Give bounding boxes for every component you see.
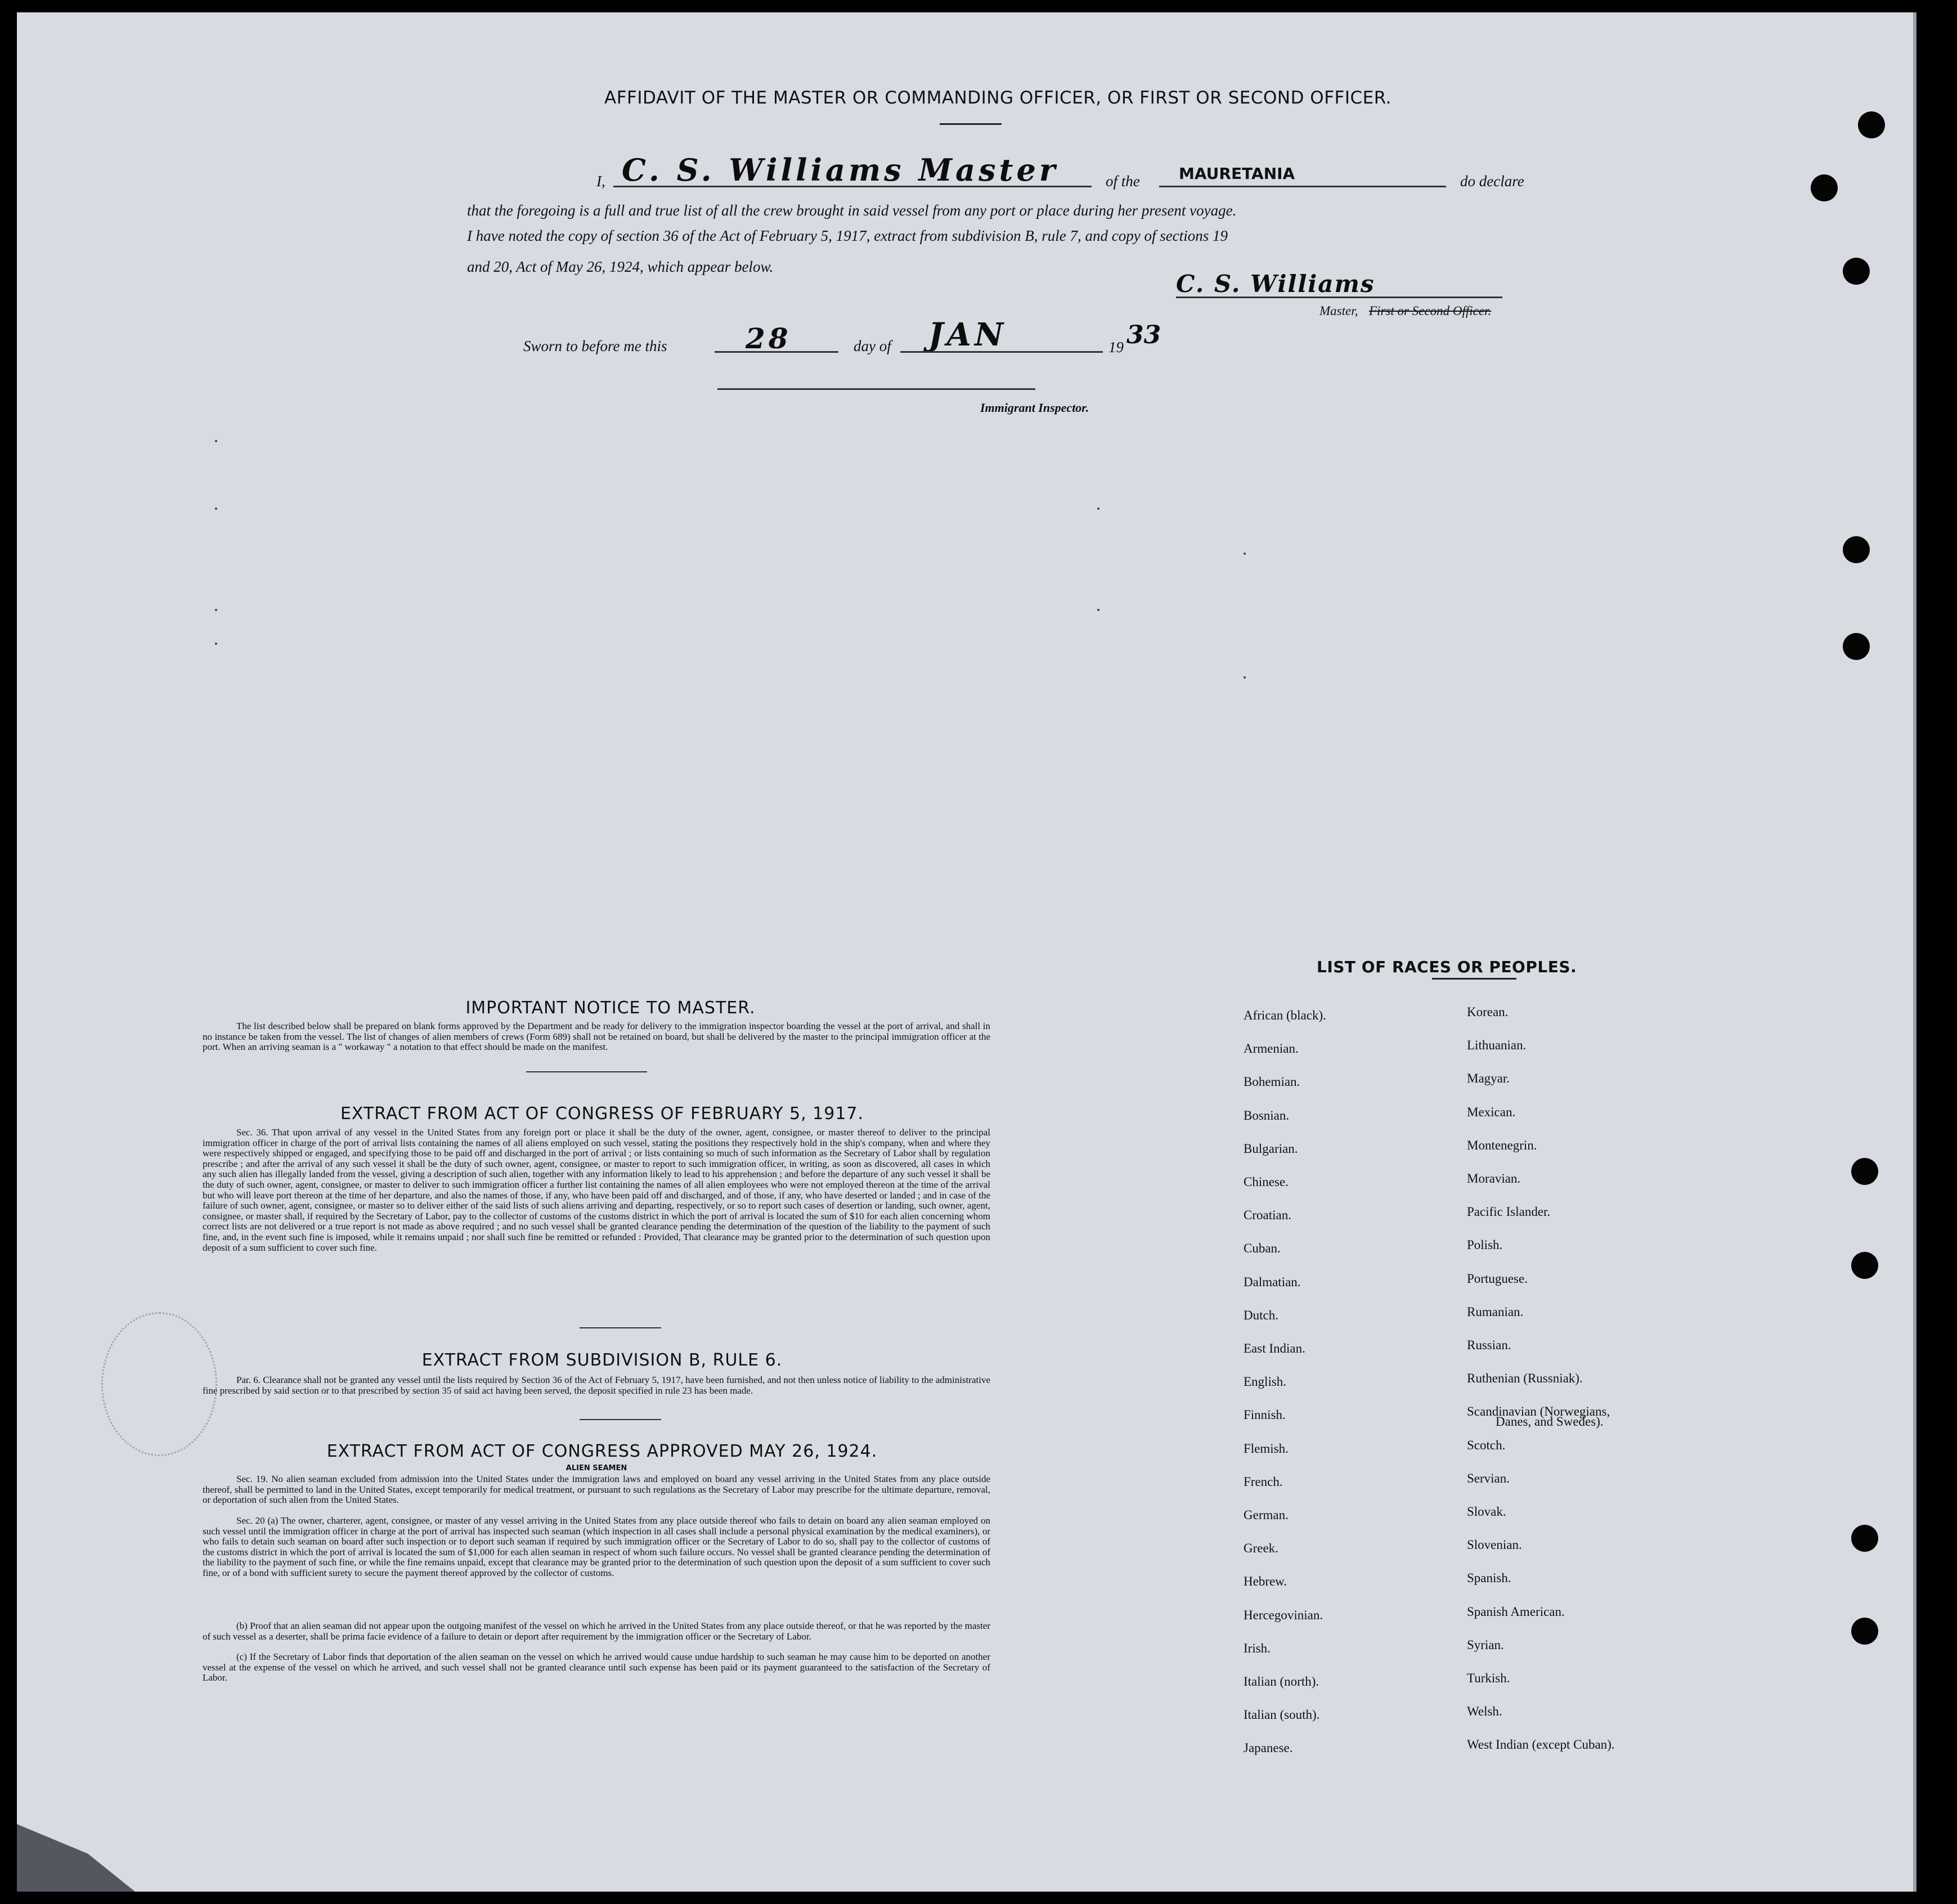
race-item: Dutch. xyxy=(1244,1308,1278,1322)
sec19-body: Sec. 19. No alien seaman excluded from admission into the United States under the immigration laws and employed on board any vessel arriving in the United States from any place outside thereof, shall be permitted to land in the United States, except temporarily for medical treatment, or pursuant to such regulations as the Secretary of Labor may prescribe for the ultimate departure, removal, or deportation of such alien from the United States. xyxy=(203,1474,990,1506)
race-item: English. xyxy=(1244,1375,1287,1389)
race-item: Chinese. xyxy=(1244,1175,1289,1189)
race-item: French. xyxy=(1244,1474,1283,1489)
title-underline xyxy=(940,123,1002,125)
speck xyxy=(215,508,217,510)
signature-line xyxy=(1176,297,1502,298)
race-item: Spanish American. xyxy=(1467,1604,1565,1619)
speck xyxy=(1244,553,1246,555)
race-item: Hercegovinian. xyxy=(1244,1607,1323,1622)
race-item: Irish. xyxy=(1244,1641,1271,1655)
notice-title: IMPORTANT NOTICE TO MASTER. xyxy=(465,998,756,1018)
sworn-day-line xyxy=(715,351,838,353)
officer-label-struck: First or Second Officer. xyxy=(1369,304,1492,318)
sec20a-body: Sec. 20 (a) The owner, charterer, agent, consignee, or master of any vessel arriving in the United States from any place outside thereof who fails to detain on board any alien seaman employed on such vessel until the immigration officer in charge at the port of arrival has inspected such seaman (which inspection in all cases shall include a personal physical examination by the medical examiners), or who fails to detain such seaman on board after such inspection or to deport such seaman if required by such immigration officer or the Secretary of Labor to do so, shall pay to the collector of customs of the customs district in which the port of arrival is located the sum of $1,000 for each alien seaman in respect of whom such failure occurs. No vessel shall be granted clearance pending the determination of the liability to the payment of such fine, or while the fine remains unpaid, except that clearance may be granted prior to the determination of such question upon the deposit of a sum sufficient to cover such fine, or of a bond with sufficient surety to secure the payment thereof approved by the collector of customs. xyxy=(203,1515,990,1578)
race-item: Turkish. xyxy=(1467,1671,1510,1685)
race-item: Italian (north). xyxy=(1244,1674,1319,1689)
divider xyxy=(580,1419,661,1420)
of-the-label: of the xyxy=(1106,173,1140,190)
master-label: Master, xyxy=(1319,304,1358,318)
punch-hole xyxy=(1851,1525,1878,1552)
extract-1924-title: EXTRACT FROM ACT OF CONGRESS APPROVED MAY 26, 1924. xyxy=(326,1442,878,1461)
race-item: Mexican. xyxy=(1467,1104,1516,1119)
race-item: Lithuanian. xyxy=(1467,1038,1527,1053)
affidavit-line-1: that the foregoing is a full and true list of all the crew brought in said vessel from any port or place during her present voyage. xyxy=(467,202,1237,219)
sworn-label: Sworn to before me this xyxy=(523,338,667,354)
year-suffix: 33 xyxy=(1126,321,1161,349)
race-item: Slovak. xyxy=(1467,1505,1506,1519)
race-item: Armenian. xyxy=(1244,1041,1299,1056)
race-item: Bohemian. xyxy=(1244,1075,1300,1089)
document-page xyxy=(17,12,1916,1892)
race-item: Welsh. xyxy=(1467,1704,1502,1719)
vessel-name-line xyxy=(1159,186,1446,187)
race-item: Moravian. xyxy=(1467,1171,1521,1185)
race-item-continuation: Danes, and Swedes). xyxy=(1496,1414,1604,1429)
race-item: Hebrew. xyxy=(1244,1574,1287,1589)
master-name-line xyxy=(613,186,1092,187)
affidavit-line-2: I have noted the copy of section 36 of the Act of February 5, 1917, extract from subdivision B, rule 7, and copy of sections 19 xyxy=(467,227,1228,244)
subdivision-b-body: Par. 6. Clearance shall not be granted any vessel until the lists required by Section 36 of the Act of February 5, 1917, have been furnished, and not then unless notice of liability to the administrative fine prescribed by said section or to that prescribed by section 35 of said act having been served, the deposit specified in rule 23 has been made. xyxy=(203,1375,990,1396)
faded-stamp xyxy=(101,1312,217,1456)
inspector-signature-line xyxy=(717,388,1035,390)
race-item: Croatian. xyxy=(1244,1208,1291,1223)
race-item: Korean. xyxy=(1467,1005,1509,1019)
speck xyxy=(1097,609,1099,611)
i-label: I, xyxy=(596,173,605,190)
race-item: Greek. xyxy=(1244,1541,1278,1556)
sec20b-body: (b) Proof that an alien seaman did not appear upon the outgoing manifest of the vessel on which he arrived in the United States from any place outside thereof, or that he was reported by the master of such vessel as a deserter, shall be prima facie evidence of a failure to detain or deport after requirement by the immigration officer or the Secretary of Labor. xyxy=(203,1620,990,1642)
race-item: Polish. xyxy=(1467,1238,1503,1252)
race-item: East Indian. xyxy=(1244,1341,1305,1355)
races-title: LIST OF RACES OR PEOPLES. xyxy=(1317,958,1577,976)
speck xyxy=(215,643,217,645)
torn-corner xyxy=(17,1807,135,1892)
race-item: Italian (south). xyxy=(1244,1708,1320,1722)
day-of-label: day of xyxy=(854,338,891,354)
race-item: African (black). xyxy=(1244,1008,1326,1022)
race-item: Scandinavian (Norwegians, xyxy=(1467,1404,1610,1419)
punch-hole xyxy=(1858,111,1885,138)
race-item: Scotch. xyxy=(1467,1438,1506,1452)
sec20c-body: (c) If the Secretary of Labor finds that deportation of the alien seaman on the vessel on which he arrived would cause undue hardship to such seaman he may cause him to be deported on another vessel at the expense of the vessel on which he arrived, and such vessel shall not be granted clearance until such expense has been paid or its payment guaranteed to the satisfaction of the Secretary of Labor. xyxy=(203,1651,990,1683)
race-item: Syrian. xyxy=(1467,1637,1504,1652)
race-item: Finnish. xyxy=(1244,1408,1286,1422)
race-item: Japanese. xyxy=(1244,1741,1293,1755)
notice-body: The list described below shall be prepared on blank forms approved by the Department and be ready for delivery to the immigration inspector boarding the vessel at the port of arrival, and shall in no instance be taken from the vessel. The list of changes of alien members of crews (Form 689) shall not be retained on board, but shall be delivered by the master to the principal immigration officer at the port. When an arriving seaman is a " workaway " a notation to that effect should be made on the manifest. xyxy=(203,1021,990,1053)
year-prefix: 19 xyxy=(1108,339,1124,356)
race-item: Russian. xyxy=(1467,1338,1511,1352)
race-item: Portuguese. xyxy=(1467,1271,1528,1286)
punch-hole xyxy=(1843,633,1870,660)
speck xyxy=(215,440,217,442)
alien-seamen-subtitle: ALIEN SEAMEN xyxy=(565,1464,627,1472)
master-signature: C. S. Williams xyxy=(1176,270,1375,298)
speck xyxy=(215,609,217,611)
affidavit-line-3: and 20, Act of May 26, 1924, which appear below. xyxy=(467,258,774,275)
punch-hole xyxy=(1843,258,1870,285)
extract-1917-body: Sec. 36. That upon arrival of any vessel in the United States from any foreign port or place it shall be the duty of the owner, agent, consignee, or master thereof to deliver to the principal immigration officer in charge of the port of arrival lists containing the names of all aliens employed on such vessel, stating the positions they respectively hold in the ship's company, when and where they were respectively shipped or engaged, and specifying those to be paid off and discharged in the port of arrival ; or lists containing so much of such information as the Secretary of Labor shall by regulation prescribe ; and after the arrival of any such vessel it shall be the duty of such owner, agent, consignee, or master to report to such immigration officer, in writing, as soon as discovered, all cases in which any such alien has illegally landed from the vessel, giving a description of such alien, together with any information likely to lead to his apprehension ; and before the departure of any such vessel it shall be the duty of such owner, agent, consignee, or master to deliver to such immigration officer a further list containing the names of all alien employees who were not employed thereon at the time of the arrival but who will leave port thereon at the time of her departure, and also the names of those, if any, who have been paid off and discharged, and of those, if any, who have deserted or landed ; and in case of the failure of such owner, agent, consignee, or master so to deliver either of the said lists of such aliens arriving and departing, respectively, or so to report such cases of desertion or landing, such owner, agent, consignee, or master shall, if required by the Secretary of Labor, pay to the collector of customs of the customs district in which the port of arrival is located the sum of $10 for each alien concerning whom correct lists are not delivered or a true report is not made as above required ; and no such vessel shall be granted clearance pending the determination of the question of the liability to the payment of such fine, and, in the event such fine is imposed, while it remains unpaid ; nor shall such fine be remitted or refunded : Provided, That clearance may be granted prior to the determination of such question upon deposit of a sum sufficient to cover such fine. xyxy=(203,1127,990,1253)
race-item: Magyar. xyxy=(1467,1071,1510,1086)
speck xyxy=(1244,676,1246,679)
race-item: Servian. xyxy=(1467,1471,1510,1485)
affidavit-title: AFFIDAVIT OF THE MASTER OR COMMANDING OFFICER, OR FIRST OR SECOND OFFICER. xyxy=(604,88,1392,108)
race-item: Slovenian. xyxy=(1467,1538,1522,1552)
punch-hole xyxy=(1843,536,1870,563)
race-item: West Indian (except Cuban). xyxy=(1467,1737,1615,1752)
punch-hole xyxy=(1851,1252,1878,1279)
speck xyxy=(1097,508,1099,510)
subdivision-b-title: EXTRACT FROM SUBDIVISION B, RULE 6. xyxy=(421,1350,783,1370)
race-item: Bosnian. xyxy=(1244,1108,1290,1122)
sworn-month: JAN xyxy=(928,316,1007,353)
race-item: German. xyxy=(1244,1508,1289,1522)
race-item: Spanish. xyxy=(1467,1571,1511,1586)
race-item: Pacific Islander. xyxy=(1467,1205,1551,1219)
race-item: Rumanian. xyxy=(1467,1304,1524,1319)
sworn-day: 28 xyxy=(746,322,792,355)
race-item: Ruthenian (Russniak). xyxy=(1467,1371,1583,1386)
race-item: Dalmatian. xyxy=(1244,1274,1301,1289)
extract-1917-title: EXTRACT FROM ACT OF CONGRESS OF FEBRUARY 5, 1917. xyxy=(340,1104,864,1124)
punch-hole xyxy=(1851,1158,1878,1185)
punch-hole xyxy=(1851,1618,1878,1645)
vessel-name: MAURETANIA xyxy=(1179,164,1295,183)
race-item: Montenegrin. xyxy=(1467,1138,1537,1152)
race-item: Cuban. xyxy=(1244,1241,1281,1256)
divider xyxy=(580,1327,661,1328)
do-declare-label: do declare xyxy=(1460,173,1524,190)
race-item: Flemish. xyxy=(1244,1441,1289,1456)
master-name-handwritten: C. S. Williams Master xyxy=(622,152,1059,188)
inspector-label: Immigrant Inspector. xyxy=(980,401,1089,415)
races-title-underline xyxy=(1432,978,1516,980)
sworn-month-line xyxy=(900,351,1103,353)
divider xyxy=(526,1071,647,1072)
race-item: Bulgarian. xyxy=(1244,1141,1298,1156)
punch-hole xyxy=(1811,174,1838,201)
